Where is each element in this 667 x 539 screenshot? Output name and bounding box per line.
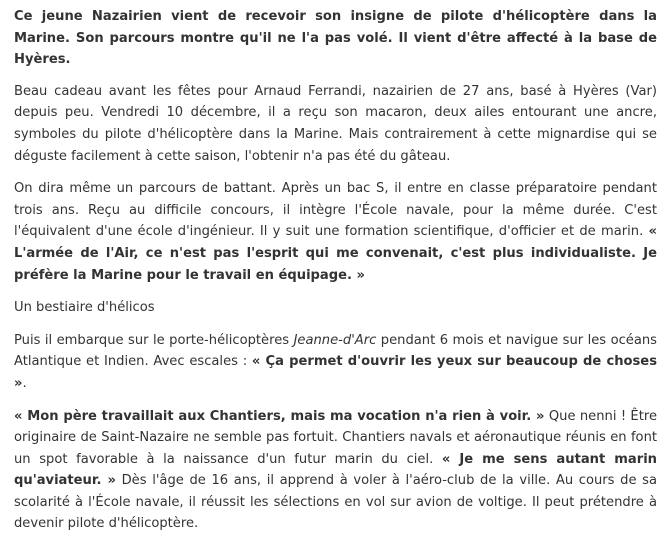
paragraph-3-end: .: [22, 375, 27, 391]
article-lead: Ce jeune Nazairien vient de recevoir son insigne de pilote d'hélicoptère dans la Marine. Son parcours montre qu'il ne l'a pas volé. Il vient d'être affecté à la base de Hyères.: [14, 9, 657, 68]
paragraph-1: Beau cadeau avant les fêtes pour Arnaud Ferrandi, nazairien de 27 ans, basé à Hyères (Var) depuis peu. Vendredi 10 décembre, il a reçu son macaron, deux ailes entourant une ancre, symboles du pilote d'hélicoptère dans la Marine. Mais contrairement à cette mignardise qui se déguste facilement à cette saison, l'obtenir n'a pas été du gâteau.: [14, 83, 657, 164]
quote-mon-pere: « Mon père travaillait aux Chantiers, mais ma vocation n'a rien à voir. »: [14, 408, 545, 424]
section-subhead: Un bestiaire d'hélicos: [14, 300, 155, 316]
paragraph-3: [14, 330, 657, 395]
quote-marin-aviateur: « Je me sens autant marin qu'aviateur. »: [14, 451, 657, 489]
quote-armee-de-lair: « L'armée de l'Air, ce n'est pas l'esprit qui me convenait, c'est plus individualiste. Je préfère la Marine pour le travail en équipage. »: [14, 224, 657, 283]
ship-name: Jeanne-d'Arc: [293, 332, 377, 348]
quote-ouvrir-les-yeux: « Ça permet d'ouvrir les yeux sur beaucoup de choses »: [14, 354, 657, 391]
paragraph-3-text-after: pendant 6 mois et navigue sur les océans Atlantique et Indien. Avec escales :: [14, 332, 657, 370]
paragraph-4: [14, 406, 657, 536]
paragraph-2: [14, 178, 657, 286]
paragraph-3-text-before: Puis il embarque sur le porte-hélicoptères: [14, 332, 294, 348]
paragraph-4-text-1: Que nenni ! Être originaire de Saint-Nazaire ne semble pas fortuit. Chantiers navals et aéronautique réunis en font un spot favorable à la naissance d'un futur marin du ciel.: [14, 408, 657, 467]
paragraph-2-text: On dira même un parcours de battant. Après un bac S, il entre en classe préparatoire pendant trois ans. Reçu au difficile concours, il intègre l'École navale, pour la même durée. C'est l'équivalent d'une école d'ingénieur. Il y suit une formation scientifique, d'officier et de marin.: [14, 181, 657, 240]
paragraph-4-text-2: Dès l'âge de 16 ans, il apprend à voler à l'aéro-club de la ville. Au cours de sa scolarité à l'École navale, il réussit les sélections en vol sur avion de voltige. Il peut prétendre à devenir pilote d'hélicoptère.: [14, 473, 657, 532]
